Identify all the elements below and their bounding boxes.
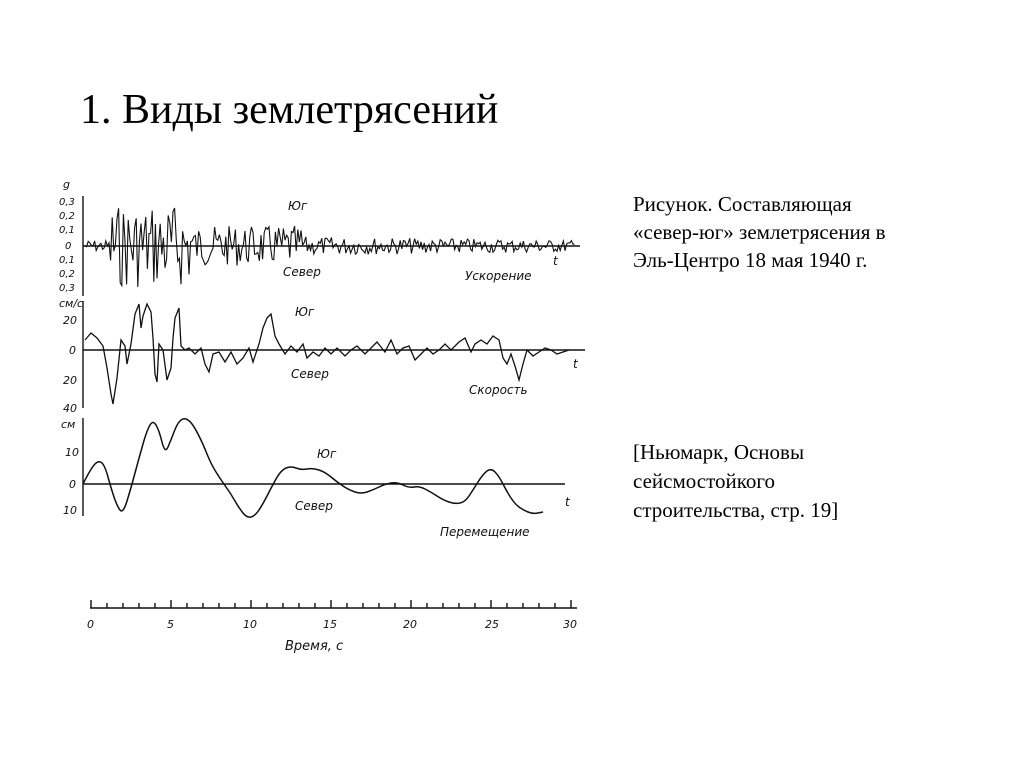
velocity-south-label: Юг	[295, 305, 315, 319]
displacement-north-label: Север	[295, 499, 333, 513]
time-tick-label: 10	[243, 618, 257, 631]
time-tick-label: 0	[87, 618, 94, 631]
displacement-t-label: t	[565, 495, 570, 509]
time-tick-label: 20	[403, 618, 417, 631]
displacement-quantity-label: Перемещение	[440, 525, 530, 539]
velocity-t-label: t	[573, 357, 578, 371]
velocity-tick: 40	[63, 402, 77, 415]
caption-line: Эль-Центро 18 мая 1940 г.	[633, 248, 868, 272]
accel-unit-label: g	[63, 178, 70, 191]
velocity-unit-label: см/с	[59, 297, 84, 310]
velocity-quantity-label: Скорость	[469, 383, 528, 397]
accel-tick: 0,1	[59, 225, 75, 236]
accel-north-label: Север	[283, 265, 321, 279]
citation-line: [Ньюмарк, Основы	[633, 440, 805, 464]
accel-tick: 0,1	[59, 255, 75, 266]
displacement-south-label: Юг	[317, 447, 337, 461]
velocity-north-label: Север	[291, 367, 329, 381]
displacement-tick: 10	[65, 446, 79, 459]
displacement-tick: 10	[63, 504, 77, 517]
caption-line: «север-юг» землетрясения в	[633, 220, 886, 244]
slide-title: 1. Виды землетрясений	[80, 87, 499, 133]
accel-t-label: t	[553, 254, 558, 268]
time-tick-label: 5	[167, 618, 174, 631]
citation-line: строительства, стр. 19]	[633, 498, 839, 522]
source-citation	[633, 438, 993, 525]
time-axis-ticks	[91, 600, 571, 608]
accel-quantity-label: Ускорение	[465, 269, 532, 283]
velocity-tick: 20	[63, 374, 77, 387]
displacement-tick: 0	[69, 478, 76, 491]
accel-tick: 0,3	[59, 283, 75, 294]
accel-tick: 0,2	[59, 269, 75, 280]
seismogram-svg	[55, 168, 600, 668]
velocity-tick: 20	[63, 314, 77, 327]
displacement-unit-label: см	[61, 418, 76, 431]
velocity-tick: 0	[69, 344, 76, 357]
time-tick-label: 15	[323, 618, 337, 631]
accel-tick: 0,3	[59, 197, 75, 208]
time-axis-label: Время, с	[285, 639, 344, 654]
caption-line: Рисунок. Составляющая	[633, 192, 852, 216]
figure-caption	[633, 190, 993, 274]
citation-line: сейсмостойкого	[633, 469, 775, 493]
accel-tick: 0	[65, 241, 72, 252]
seismogram-figure	[55, 168, 600, 668]
time-tick-label: 25	[485, 618, 499, 631]
time-tick-label: 30	[563, 618, 577, 631]
accel-tick: 0,2	[59, 211, 75, 222]
accel-south-label: Юг	[288, 199, 308, 213]
